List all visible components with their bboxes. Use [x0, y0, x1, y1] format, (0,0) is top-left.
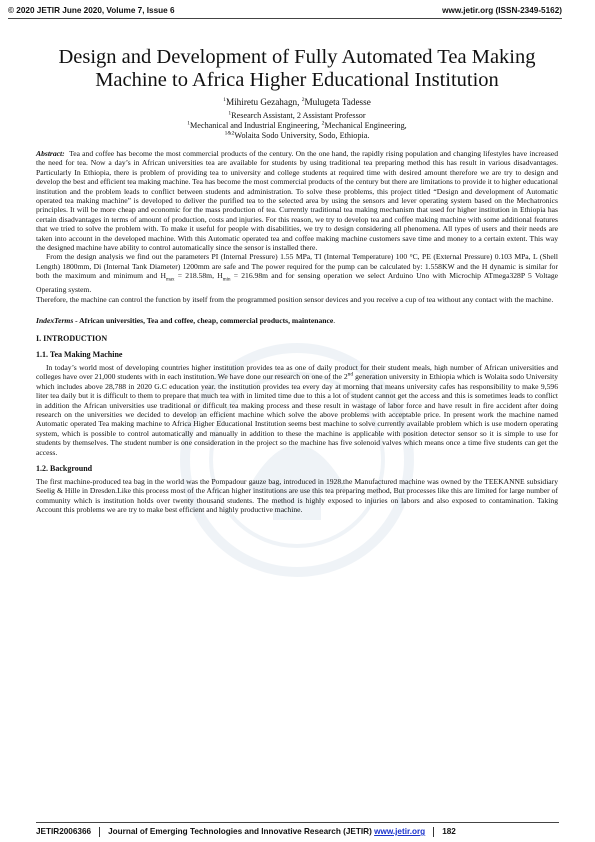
- index-terms-end: .: [333, 316, 336, 326]
- index-terms: [36, 316, 558, 325]
- ordinal-sup: nd: [347, 371, 354, 378]
- hmax-sub: max: [165, 277, 175, 283]
- abstract: [36, 149, 558, 304]
- header-journal-link[interactable]: www.jetir.org (ISSN-2349-5162): [442, 6, 562, 15]
- subsection-heading-background: 1.2. Background: [36, 464, 93, 474]
- hmin-sub: min: [222, 277, 231, 283]
- affil1-text: Research Assistant, 2 Assistant Professor: [231, 111, 366, 120]
- index-terms-label: IndexTerms -: [36, 316, 78, 326]
- author2-name: Mulugeta Tadesse: [304, 97, 371, 107]
- section-heading-introduction: [36, 334, 558, 343]
- abstract-paragraph-2: [36, 252, 558, 294]
- paragraph-tea-making-machine: [36, 363, 558, 457]
- footer-rule: [36, 822, 559, 823]
- affil3-text: Wolaita Sodo University, Sodo, Ethiopia.: [234, 131, 370, 140]
- affiliation-line-1: [36, 111, 558, 121]
- affil2b-sup: 2: [321, 120, 325, 127]
- affiliation-line-3: [36, 131, 558, 141]
- affil2-sup: 1: [187, 120, 191, 127]
- page-footer: [0, 818, 595, 842]
- abstract-paragraph-3: Therefore, the machine can control the function by itself from the programmed position sensor devices and you receive a cup of tea without any contact with the machine.: [36, 294, 554, 304]
- abstract-paragraph-1: [36, 149, 558, 252]
- footer-separator-2: [433, 827, 434, 837]
- index-terms-list: African universities, Tea and coffee, cheap, commercial products, maintenance: [77, 316, 334, 326]
- affil3-sup: 1&2: [224, 130, 235, 137]
- header-rule: [8, 18, 562, 19]
- author1-sup: 1: [223, 96, 226, 103]
- page-number: 182: [442, 827, 456, 837]
- footer-separator: [99, 827, 100, 837]
- author1-name: Mihiretu Gezahagn,: [225, 97, 302, 107]
- author-line: [36, 97, 558, 107]
- section-number: I. I: [36, 334, 47, 344]
- journal-name: Journal of Emerging Technologies and Innovative Research (JETIR): [108, 827, 375, 837]
- affiliations: [36, 111, 558, 141]
- author2-sup: 2: [301, 96, 305, 103]
- paragraph-background: The first machine-produced tea bag in the world was the Pompadour gauze bag, introduced in 1928.the Manufactured machine was owned by the TEEKANNE subsidiary Seelig & Hille in Dresden.Like this process most of the African higher institutions are use this tea preparing method, But processes like this are limited for large number of community which is institution holds over twenty thousand students. The method is highly exposed to injuries on labors and also exposed to contamination. Taking Account this problems we are try to make best efficient and highly productive machine.: [36, 477, 558, 515]
- abstract-p2-end: = 216.98m and for sensing operation we select Arduino Uno with Microchip ATmega328P 5 Voltage Operating system.: [36, 271, 558, 295]
- subsection-heading-tea-making-machine: 1.1. Tea Making Machine: [36, 350, 123, 360]
- abstract-p2-mid: = 218.58m, H: [174, 271, 223, 281]
- abstract-p2-text: From the design analysis we find out the parameters PI (Internal Pressure) 1.55 MPa, TI (Internal Temperature) 100 °C, PE (External Pressure) 0.103 MPa, L (Shell Length) 1800mm, Di (Internal Tank Diameter) 1200mm are safe and The power required for the pump can be calculated by: 1.558KW and the H dynamic is similar for both the maximum and minimum and H: [36, 252, 558, 281]
- paper-title: Design and Development of Fully Automated Tea Making Machine to Africa Higher Educational Institution: [58, 46, 536, 91]
- para-1-1-a: In today’s world most of developing countries higher institution provides tea as one of daily product for their student meals, high number of African universities and colleges have over 21,000 students with in each institution. We have done our research on one of the 2: [36, 363, 558, 382]
- abstract-label: Abstract:: [36, 149, 65, 158]
- abstract-p1-text: Tea and coffee has become the most commercial products of the century. On the one hand, the rapidly rising population and changing lifestyles have increased the need for tea. Now a day’s in African universities tea are available for students by using traditional tea preparing method this has result in various disadvantages. Particularly In Ethiopia, there is problem of providing tea to university and college students at required time with desired amount therefore we are try to design and develop the best and efficient tea making machine. Tea has become the most commercial products of the century but there are limitations to provide it to higher educational institution and the problem leads to conflict between students and administration. To solve these problems, this project titled “Design and development of Automatic operated tea making machine” is developed to deliver the purified tea to the selected area by using the sensors and lever operating system based on the Mechatronics principles. It will be more cheap and economic for the mass production of tea. Currently traditional tea making mechanism that used for higher institution in Ethiopia has certain disadvantages in terms of amount of production, costs and injuries. For this reason, we try to develop tea and coffee making machine with some additional features that we tried to solve the problem with. To make it useful for people with disabilities, we try to design considering all phenomena. All types of users and their needs are taken into account in the developed machine. With this Automatic operated tea and coffee making machine customers save time and money to a certain extent. This way the designed machine have ability to control automatically since the sensor is installed there.: [36, 149, 558, 253]
- affiliation-line-2: [36, 121, 558, 131]
- running-header: [0, 0, 595, 20]
- footer-row: [36, 827, 456, 837]
- affil2-text: Mechanical and Industrial Engineering,: [190, 121, 322, 130]
- para-1-1-b: generation university in Ethiopia which is Wolaita sodo University which includes above 28,788 in 2020 G.C education year. the institution provides tea every day at morning that means university cafes has responsibility to make 9,596 liter tea daily but it is difficult to them to prepare that much tea with in limited time due to this a lot of student cannot get the access and this is sometimes leads to conflict in addition the African universities use traditional or difficult tea making process and these result in wastage of labor force and have result in fire accident after doing research on the universities we decided to develop an efficient machine which solve the above problems with acceptable price. In present work the machine named Automatic operated Tea making machine to Africa Higher Educational Institution seems best machine to solve currently available problem which is use modern operating system, which is possible to control automatically and manually in addition to these the machine is applicable with position detector sensor so it is simple to use for students by themselves. The student number is one consideration in the project so the machine has five solenoid valves which means once a time five students can get the access.: [36, 372, 558, 457]
- section-title: NTRODUCTION: [46, 334, 108, 344]
- journal-link[interactable]: www.jetir.org: [374, 827, 426, 837]
- header-citation: © 2020 JETIR June 2020, Volume 7, Issue 6: [8, 6, 175, 15]
- affil2b-text: Mechanical Engineering,: [324, 121, 407, 130]
- affil1-sup: 1: [228, 110, 232, 117]
- paper-id: JETIR2006366: [36, 827, 92, 837]
- paper-body: [36, 40, 558, 515]
